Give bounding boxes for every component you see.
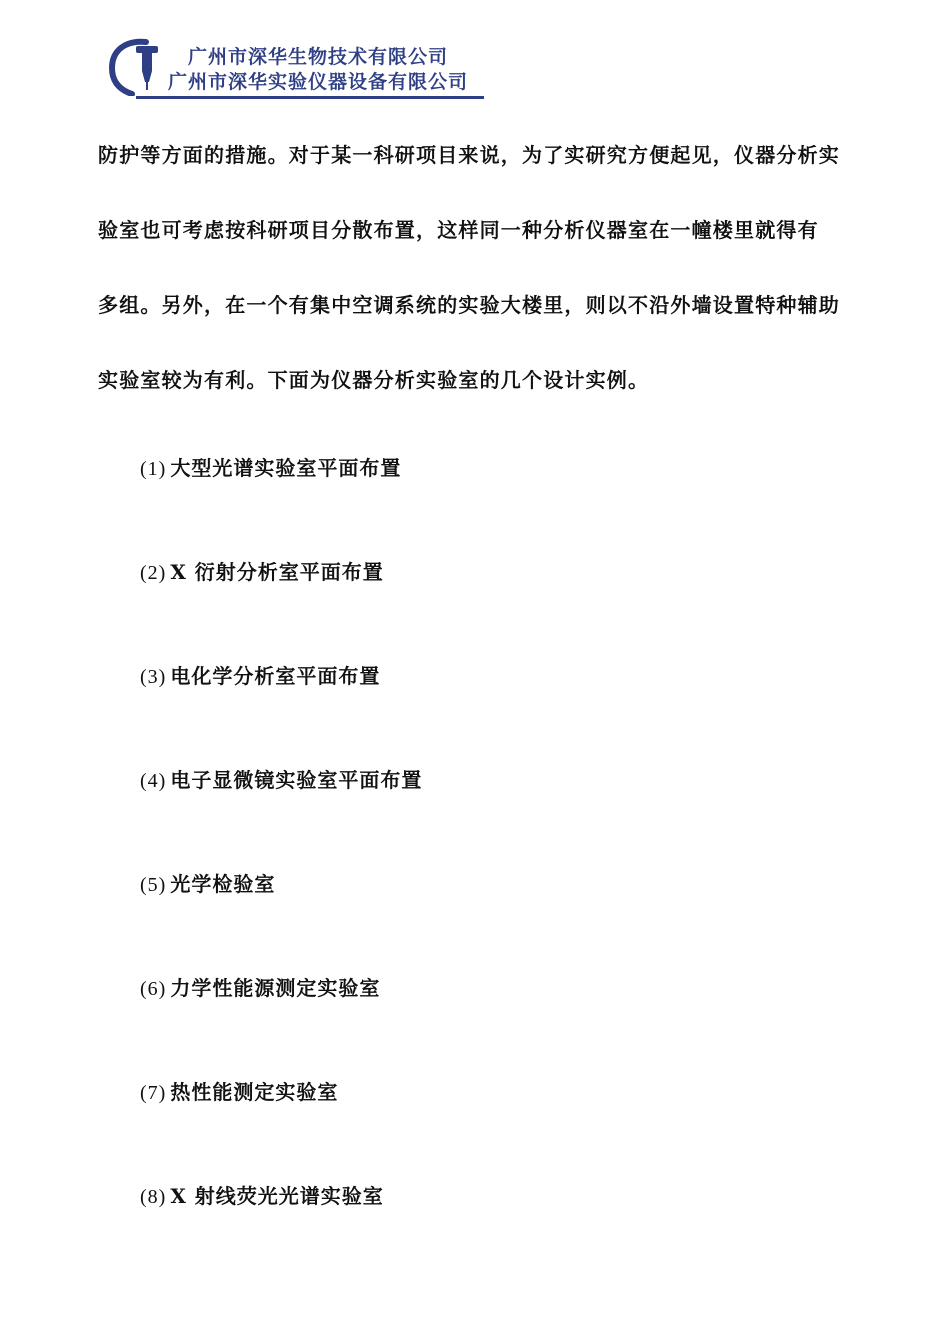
list-item bbox=[140, 968, 422, 1072]
list-item-text: 大型光谱实验室平面布置 bbox=[170, 456, 402, 480]
company-header bbox=[106, 36, 486, 102]
list-item-text: 力学性能源测定实验室 bbox=[170, 976, 381, 1000]
list-item-text: 热性能测定实验室 bbox=[170, 1080, 339, 1104]
list-item-number: (8) bbox=[140, 1186, 167, 1208]
list-item-text: 电子显微镜实验室平面布置 bbox=[170, 768, 423, 792]
list-item bbox=[140, 656, 422, 760]
design-examples-list bbox=[140, 448, 422, 1280]
list-item-number: (2) bbox=[140, 562, 167, 584]
list-item bbox=[140, 1176, 422, 1280]
list-item-text: 电化学分析室平面布置 bbox=[170, 664, 381, 688]
list-item-number: (4) bbox=[140, 770, 167, 792]
list-item-number: (6) bbox=[140, 978, 167, 1000]
list-item-text: X 衍射分析室平面布置 bbox=[170, 560, 384, 584]
header-divider bbox=[136, 96, 484, 99]
list-item bbox=[140, 760, 422, 864]
body-paragraph bbox=[98, 118, 872, 418]
list-item bbox=[140, 864, 422, 968]
list-item-number: (3) bbox=[140, 666, 167, 688]
list-item bbox=[140, 448, 422, 552]
company-name-2: 广州市深华实验仪器设备有限公司 bbox=[168, 71, 469, 93]
list-item bbox=[140, 552, 422, 656]
list-item-text: 光学检验室 bbox=[170, 872, 276, 896]
list-item-number: (7) bbox=[140, 1082, 167, 1104]
paragraph-line: 多组。另外，在一个有集中空调系统的实验大楼里，则以不沿外墙设置特种辅助 bbox=[98, 293, 840, 317]
paragraph-line: 验室也可考虑按科研项目分散布置，这样同一种分析仪器室在一幢楼里就得有 bbox=[98, 218, 819, 242]
list-item-text: X 射线荧光光谱实验室 bbox=[170, 1184, 384, 1208]
company-name-1: 广州市深华生物技术有限公司 bbox=[188, 46, 449, 68]
list-item bbox=[140, 1072, 422, 1176]
pipette-logo-icon bbox=[106, 36, 162, 96]
paragraph-line: 实验室较为有利。下面为仪器分析实验室的几个设计实例。 bbox=[98, 368, 650, 392]
paragraph-line: 防护等方面的措施。对于某一科研项目来说，为了实研究方便起见，仪器分析实 bbox=[98, 143, 840, 167]
list-item-number: (1) bbox=[140, 458, 167, 480]
list-item-number: (5) bbox=[140, 874, 167, 896]
